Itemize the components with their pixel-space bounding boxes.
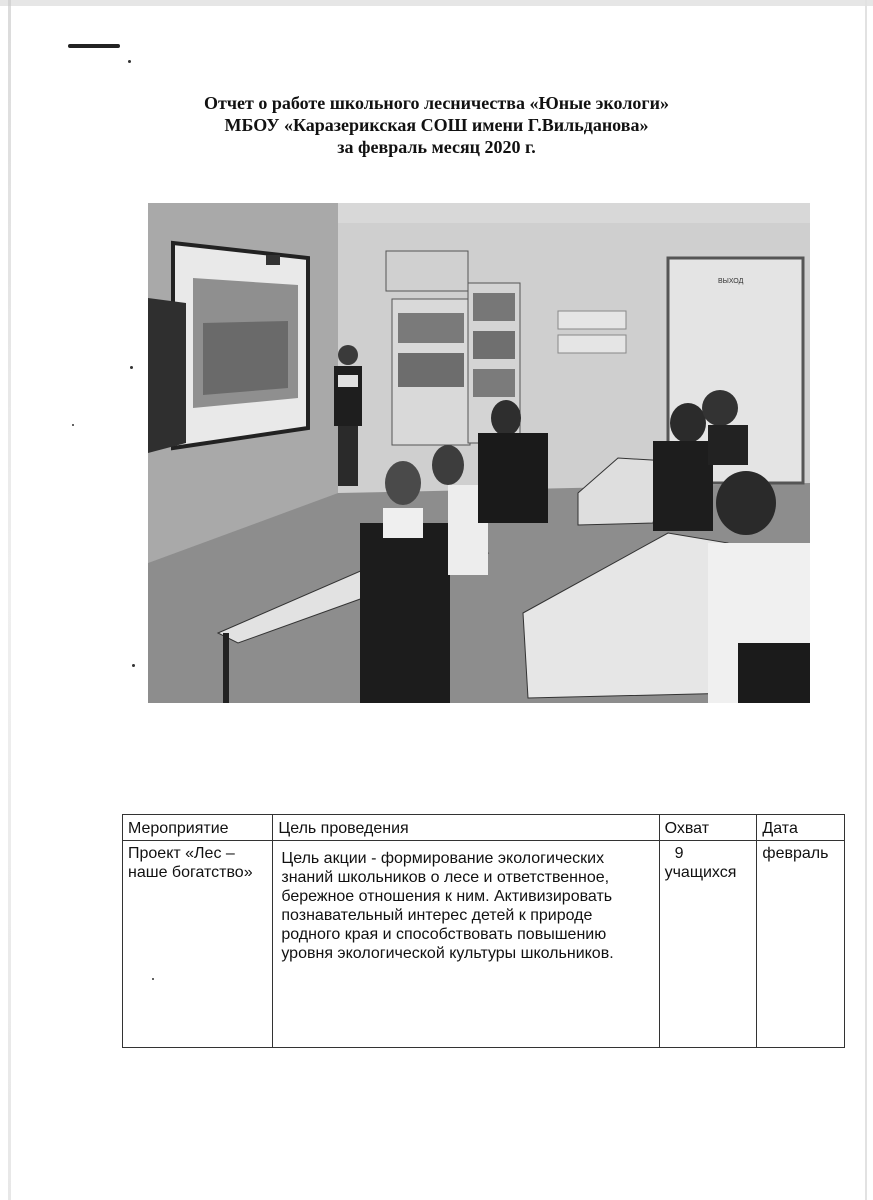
coverage-count: 9 — [674, 845, 684, 862]
scan-speck — [132, 664, 135, 667]
cell-event: Проект «Лес – наше богатство» — [123, 841, 273, 1048]
classroom-photo-illustration — [148, 203, 810, 703]
table-header-row — [123, 815, 845, 841]
heading-line-1: Отчет о работе школьного лесничества «Юные экологи» — [204, 93, 669, 113]
scan-edge-right — [865, 0, 867, 1200]
table-row — [123, 841, 845, 1048]
coverage-unit: учащихся — [664, 864, 737, 881]
heading-line-2: МБОУ «Каразерикская СОШ имени Г.Вильданова» — [224, 115, 649, 135]
cell-date: февраль — [757, 841, 845, 1048]
header-date: Дата — [757, 815, 845, 841]
photo-sign-exit: ВЫХОД — [718, 278, 744, 285]
report-heading — [0, 92, 873, 158]
heading-line-3: за февраль месяц 2020 г. — [337, 137, 536, 157]
scan-speck — [72, 424, 74, 426]
header-goal: Цель проведения — [273, 815, 659, 841]
cell-coverage — [659, 841, 757, 1048]
scan-speck — [128, 60, 131, 63]
cell-goal: Цель акции - формирование экологических знаний школьников о лесе и ответственное, бережное отношения к ним. Активизировать познавательный интерес детей к природе родного края и способствовать повышению уровня экологической культуры школьников. — [273, 841, 659, 1048]
classroom-photo — [148, 203, 810, 703]
scan-edge-left — [8, 0, 11, 1200]
scan-edge-top — [0, 0, 873, 6]
header-event: Мероприятие — [123, 815, 273, 841]
header-coverage: Охват — [659, 815, 757, 841]
scan-speck — [130, 366, 133, 369]
scan-mark-dash — [68, 44, 120, 48]
report-table — [122, 814, 845, 1048]
